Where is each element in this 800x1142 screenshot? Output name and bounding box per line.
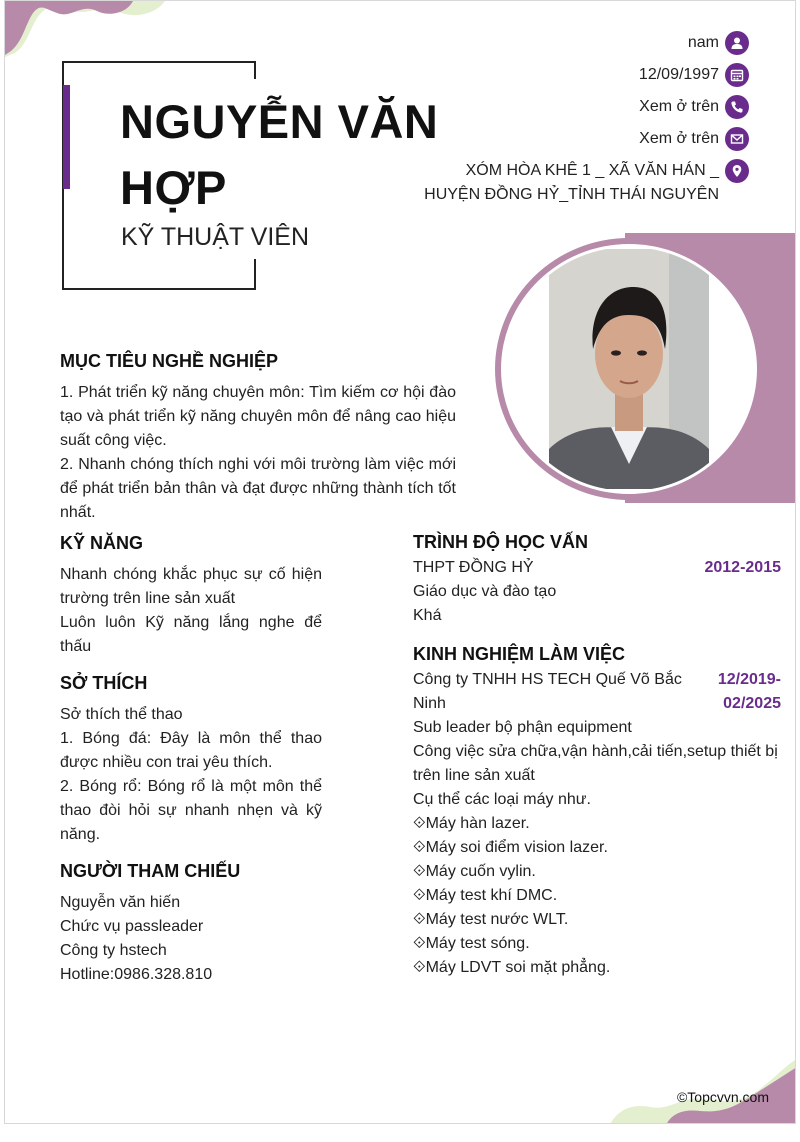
career-objective-section: [60, 349, 456, 525]
experience-line: ⟐Máy soi điểm vision lazer.: [413, 839, 608, 856]
calendar-icon: [725, 63, 749, 87]
education-title: TRÌNH ĐỘ HỌC VẤN: [413, 532, 588, 552]
contact-birthday: [369, 63, 749, 87]
copyright-footer: ©Topcvvn.com: [676, 1089, 769, 1105]
contact-phone: [369, 95, 749, 119]
photo-ring: [495, 238, 763, 500]
experience-line: ⟐Máy cuốn vylin.: [413, 863, 536, 880]
reference-item: Công ty hstech: [60, 942, 167, 959]
name-frame-right-top: [254, 61, 256, 79]
profile-photo: [504, 247, 754, 491]
phone-icon: [725, 95, 749, 119]
skills-title: KỸ NĂNG: [60, 533, 144, 553]
gender-text: nam: [687, 34, 719, 51]
name-frame-top: [62, 61, 256, 63]
experience-company: [413, 668, 682, 716]
name-frame-right-bottom: [254, 259, 256, 290]
reference-item: Nguyễn văn hiến: [60, 894, 181, 911]
education-entry: [413, 556, 781, 580]
career-objective-title: MỤC TIÊU NGHỀ NGHIỆP: [60, 351, 279, 371]
photo-ring-inner: [501, 244, 757, 494]
mail-icon: [725, 127, 749, 151]
contact-address: [369, 159, 749, 207]
name-accent-bar: [63, 85, 70, 189]
experience-line: ⟐Máy hàn lazer.: [413, 815, 530, 832]
references-section: [60, 859, 322, 987]
experience-company-line-1: Công ty TNHH HS TECH Quế Võ Bắc: [413, 671, 682, 688]
hobbies-section: [60, 671, 322, 847]
experience-line: ⟐Máy test nước WLT.: [413, 911, 569, 928]
experience-line: ⟐Máy test sóng.: [413, 935, 530, 952]
education-school: THPT ĐỒNG HỶ: [413, 559, 534, 576]
address-line-1: XÓM HÒA KHÊ 1 _ XÃ VĂN HÁN _: [465, 162, 719, 179]
career-objective-paragraph: 2. Nhanh chóng thích nghi với môi trường làm việc mới để phát triển bản thân và đạt được những thành tích tốt nhất.: [60, 456, 456, 521]
experience-line: Công việc sửa chữa,vận hành,cải tiến,setup thiết bị trên line sản xuất: [413, 743, 778, 784]
experience-line: ⟐Máy test khí DMC.: [413, 887, 558, 904]
hobby-item: 1. Bóng đá: Đây là môn thể thao được nhiều con trai yêu thích.: [60, 730, 322, 771]
career-objective-paragraph: 1. Phát triển kỹ năng chuyên môn: Tìm kiếm cơ hội đào tạo và phát triển kỹ năng chuyên môn để nâng cao hiệu suất công việc.: [60, 384, 456, 449]
job-title: KỸ THUẬT VIÊN: [121, 223, 310, 251]
experience-line: ⟐Máy LDVT soi mặt phẳng.: [413, 959, 611, 976]
skill-item: Luôn luôn Kỹ năng lắng nghe để thấu: [60, 614, 322, 655]
skills-section: [60, 531, 322, 659]
experience-title: KINH NGHIỆM LÀM VIỆC: [413, 644, 626, 664]
experience-company-line-2: Ninh: [413, 695, 446, 712]
education-field: Giáo dục và đào tạo: [413, 583, 557, 600]
experience-dates: [718, 668, 781, 716]
address-line-2: HUYỆN ĐỒNG HỶ_TỈNH THÁI NGUYÊN: [424, 186, 719, 203]
reference-item: Hotline:0986.328.810: [60, 966, 213, 983]
right-column: [413, 530, 781, 980]
contact-email: [369, 127, 749, 151]
name-frame-bottom: [62, 288, 256, 290]
email-text[interactable]: Xem ở trên: [639, 130, 719, 147]
phone-text[interactable]: Xem ở trên: [639, 98, 719, 115]
references-title: NGƯỜI THAM CHIẾU: [60, 861, 241, 881]
hobby-item: Sở thích thể thao: [60, 706, 183, 723]
experience-date-end: 02/2025: [723, 695, 781, 712]
top-left-decoration: [5, 1, 165, 61]
left-column: [60, 531, 322, 999]
experience-line: Cụ thể các loại máy như.: [413, 791, 591, 808]
address-text: [424, 159, 719, 207]
reference-item: Chức vụ passleader: [60, 918, 204, 935]
contact-gender: [369, 31, 749, 55]
experience-date-start: 12/2019-: [717, 671, 781, 688]
birthday-text: 12/09/1997: [638, 66, 719, 83]
cv-page: [4, 0, 796, 1124]
experience-entry: [413, 668, 781, 716]
candidate-name: NGUYỄN VĂN HỢP: [120, 95, 439, 214]
contact-info: [369, 31, 749, 215]
education-years: 2012-2015: [704, 559, 781, 576]
user-icon: [725, 31, 749, 55]
experience-section: [413, 642, 781, 980]
education-section: [413, 530, 781, 628]
education-grade: Khá: [413, 607, 442, 624]
location-pin-icon: [725, 159, 749, 183]
skill-item: Nhanh chóng khắc phục sự cố hiện trường trên line sản xuất: [60, 566, 322, 607]
hobbies-title: SỞ THÍCH: [60, 673, 148, 693]
hobby-item: 2. Bóng rổ: Bóng rổ là một môn thể thao đòi hỏi sự nhanh nhẹn và kỹ năng.: [60, 778, 322, 843]
experience-line: Sub leader bộ phận equipment: [413, 719, 632, 736]
portrait-illustration: [549, 249, 709, 489]
